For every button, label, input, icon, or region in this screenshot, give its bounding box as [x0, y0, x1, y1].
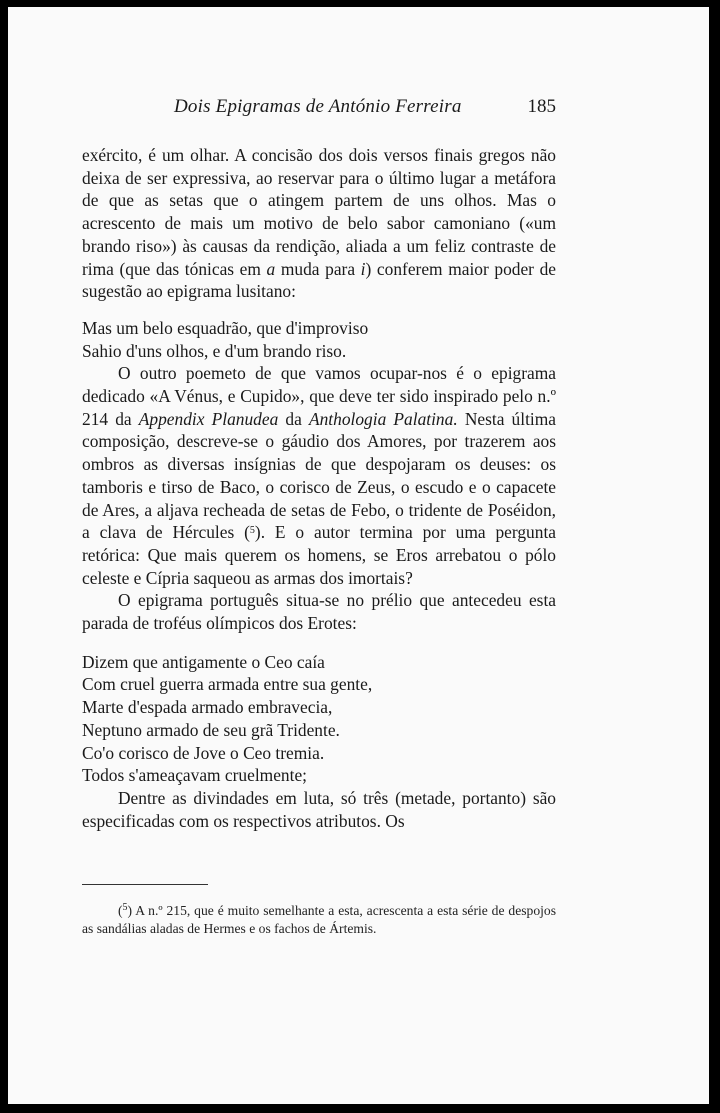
verse-line: Sahio d'uns olhos, e d'um brando riso. [82, 340, 347, 361]
footnote-marker: 5 [122, 902, 128, 913]
footnote-text: A n.º 215, que é muito semelhante a esta, acrescenta a esta série de despojos as sandálias aladas de Hermes e os fachos de Ártemis. [82, 903, 556, 936]
page-header [82, 96, 556, 122]
body-text [82, 144, 556, 832]
running-title: Dois Epigramas de António Ferreira [174, 96, 462, 117]
paragraph-4: Dentre as divindades em luta, só três (metade, portanto) são especificadas com os respectivos atributos. Os [82, 787, 556, 831]
paragraph-1: exército, é um olhar. A concisão dos dois versos finais gregos não deixa de ser expressiva, ao reservar para o último lugar a metáfora de que as setas que o atingem partem de uns olhos. Mas o acrescento de mais um motivo de belo sabor camoniano («um brando riso») às causas da rendição, aliada a um feliz contraste de rima (que das tónicas em a muda para i) conferem maior poder de sugestão ao epigrama lusitano: [82, 145, 557, 302]
italic-title: Anthologia Palatina. [308, 408, 458, 429]
scan-border [709, 0, 720, 1113]
footnote-reference: 5 [249, 525, 255, 537]
italic-title: Appendix Planudea [138, 408, 279, 429]
paragraph-2: O outro poemeto de que vamos ocupar-nos é o epigrama dedicado «A Vénus, e Cupido», que deve ter sido inspirado pelo n.º 214 da Appendix Planudea da Anthologia Palatina. Nesta última composição, descreve-se o gáudio dos Amores, por trazerem aos ombros as diversas insígnias de que despojaram os deuses: os tamboris e tirso de Baco, o corisco de Zeus, o escudo e o capacete de Ares, a aljava recheada de setas de Febo, o tridente de Poséidon, a clava de Hércules ($^5$). E o autor termina por uma pergunta retórica: Que mais querem os homens, se Eros arrebatou o pólo celeste e Cípria saqueou as armas dos imortais? [82, 363, 556, 588]
paragraph-3: O epigrama português situa-se no prélio que antecedeu esta parada de troféus olímpicos dos Erotes: [82, 590, 556, 634]
verse-line: Mas um belo esquadrão, que d'improviso [82, 317, 369, 338]
verse-line: Todos s'ameaçavam cruelmente; [82, 765, 307, 786]
verse-line: Com cruel guerra armada entre sua gente, [82, 674, 373, 695]
footnote-separator [82, 884, 208, 885]
verse-line: Marte d'espada armado embravecia, [82, 697, 333, 718]
verse-line: Co'o corisco de Jove o Ceo tremia. [82, 742, 325, 763]
footnote: ($^5$) A n.º 215, que é muito semelhante a esta, acrescenta a esta série de despojos as sandálias aladas de Hermes e os fachos de Ártemis. [82, 902, 556, 936]
page-number: 185 [527, 96, 556, 117]
verse-line: Dizem que antigamente o Ceo caía [82, 651, 325, 672]
verse-line: Neptuno armado de seu grã Tridente. [82, 719, 340, 740]
